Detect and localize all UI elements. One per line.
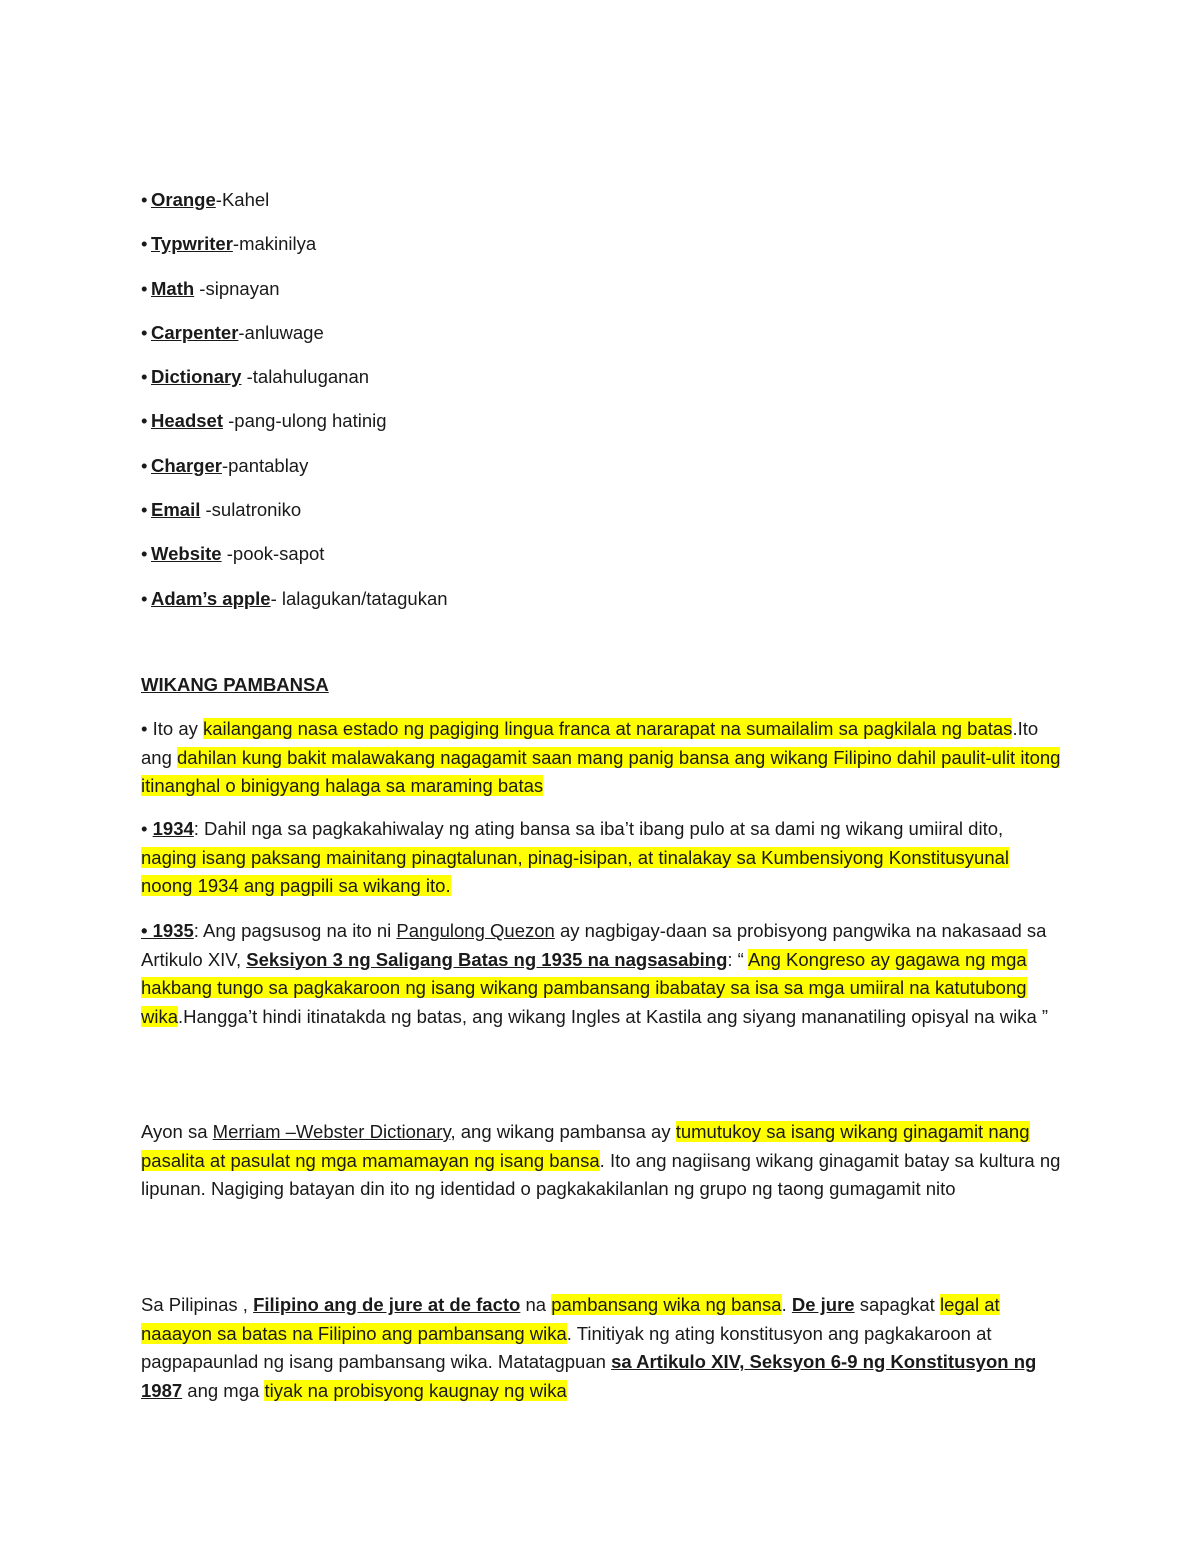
translation-list — [141, 186, 448, 629]
highlighted-text: pambansang wika ng bansa — [551, 1294, 782, 1315]
list-item — [141, 407, 448, 451]
term-english: Orange — [151, 189, 216, 210]
bullet-icon: • — [141, 454, 148, 476]
highlighted-text: dahilan kung bakit malawakang nagagamit saan mang panig bansa ang wikang Filipino dahil paulit-ulit itong itinanghal o binigyang halaga sa maraming batas — [141, 746, 1061, 796]
term-filipino: -anluwage — [238, 321, 324, 343]
bullet-icon: • — [141, 587, 148, 609]
paragraph-merriam-webster — [141, 1118, 1061, 1204]
term-english: Typwriter — [151, 233, 233, 255]
text-segment: Sa Pilipinas , — [141, 1294, 254, 1315]
list-item — [141, 585, 448, 629]
section-heading: WIKANG PAMBANSA — [141, 674, 329, 695]
text-segment: .Ito ang — [141, 718, 1039, 768]
text-segment: . — [781, 1294, 792, 1315]
bullet-icon: • — [141, 189, 148, 210]
text-segment: .Hangga’t hindi itinatakda ng batas, ang wikang Ingles at Kastila ang siyang mananatiling opisyal na wika ” — [178, 1005, 1049, 1027]
text-segment: sapagkat — [854, 1294, 940, 1315]
bullet-icon: • — [141, 543, 148, 565]
term-filipino: -makinilya — [232, 233, 317, 255]
text-segment: na — [520, 1294, 552, 1315]
paragraph-de-jure — [141, 1291, 1061, 1405]
dictionary-reference: Merriam –Webster Dictionary — [212, 1121, 451, 1142]
text-segment: Ayon sa — [141, 1121, 213, 1142]
text-segment: ang mga — [182, 1379, 265, 1401]
text-segment: : Dahil nga sa pagkakahiwalay ng ating bansa sa iba’t ibang pulo at sa dami ng wikang umiiral dito, — [193, 818, 1004, 839]
term-filipino: - lalagukan/tatagukan — [270, 587, 448, 609]
term-filipino: -sulatroniko — [200, 499, 302, 521]
text-segment: . Ito ang nagiisang wikang ginagamit batay sa kultura ng lipunan. Nagiging batayan din ito ng identidad o pagkakakilanlan ng grupo ng taong gumagamit nito — [141, 1149, 1061, 1199]
highlighted-text: naging isang paksang mainitang pinagtalunan, pinag-isipan, at tinalakay sa Kumbensiyong Konstitusyunal noong 1934 ang pagpili sa wikang ito. — [141, 846, 1010, 896]
text-segment: : “ — [727, 948, 748, 970]
term-filipino: -Kahel — [215, 189, 270, 210]
list-item — [141, 186, 448, 230]
list-item — [141, 452, 448, 496]
list-item — [141, 275, 448, 319]
term-filipino: -pantablay — [221, 454, 309, 476]
year-label: • 1935 — [141, 920, 194, 941]
paragraph-1934 — [141, 815, 1061, 901]
bullet-icon: • — [141, 233, 148, 255]
term-english: Dictionary — [151, 366, 242, 388]
list-item — [141, 363, 448, 407]
term-english: Adam’s apple — [151, 587, 271, 609]
paragraph-1935 — [141, 917, 1061, 1031]
text-segment: ay nagbigay-daan sa probisyong pangwika na nakasaad sa Artikulo XIV, — [141, 920, 1047, 970]
list-item — [141, 319, 448, 363]
list-item — [141, 540, 448, 584]
bullet-icon: • — [141, 410, 148, 432]
paragraph-lingua-franca — [141, 715, 1061, 801]
text-segment: : Ang pagsusog na ito ni — [193, 920, 397, 941]
law-reference: Seksiyon 3 ng Saligang Batas ng 1935 na nagsasabing — [246, 948, 728, 970]
person-name: Pangulong Quezon — [396, 920, 555, 941]
list-item — [141, 496, 448, 540]
term-english: Headset — [151, 410, 223, 432]
term-filipino: -sipnayan — [194, 277, 280, 299]
bullet-icon: • — [141, 499, 148, 521]
highlighted-text: legal at naaayon sa batas na Filipino ang pambansang wika — [141, 1294, 1000, 1344]
term-filipino: -pook-sapot — [221, 543, 325, 565]
term-filipino: -pang-ulong hatinig — [222, 410, 387, 432]
text-segment: , ang wikang pambansa ay — [450, 1121, 676, 1142]
term-filipino: -talahuluganan — [241, 366, 370, 388]
list-item — [141, 230, 448, 274]
term-english: Math — [151, 277, 195, 299]
term-english: Email — [151, 499, 201, 521]
highlighted-text: Ang Kongreso ay gagawa ng mga hakbang tungo sa pagkakaroon ng isang wikang pambansang ibabatay sa isa sa mga umiiral na katutubong wika — [141, 948, 1027, 1027]
bold-underlined-text: De jure — [791, 1294, 855, 1315]
bullet-icon: • — [141, 321, 148, 343]
term-english: Charger — [151, 454, 222, 476]
term-english: Carpenter — [151, 321, 239, 343]
text-segment: • Ito ay — [141, 718, 204, 739]
highlighted-text: kailangang nasa estado ng pagiging lingua franca at nararapat na sumailalim sa pagkilala ng batas — [203, 718, 1013, 739]
law-reference: sa Artikulo XIV, Seksyon 6-9 ng Konstitusyon ng 1987 — [141, 1351, 1037, 1401]
bold-underlined-text: Filipino ang de jure at de facto — [253, 1294, 521, 1315]
highlighted-text: tiyak na probisyong kaugnay ng wika — [264, 1379, 567, 1401]
bullet-icon: • — [141, 366, 148, 388]
bullet-icon: • — [141, 277, 148, 299]
term-english: Website — [151, 543, 222, 565]
text-segment: • — [141, 818, 153, 839]
year-label: 1934 — [152, 818, 194, 839]
highlighted-text: tumutukoy sa isang wikang ginagamit nang pasalita at pasulat ng mga mamamayan ng isang bansa — [141, 1121, 1030, 1171]
text-segment: . Tinitiyak ng ating konstitusyon ang pagkakaroon at pagpapaunlad ng isang pambansang wika. Matatagpuan — [141, 1322, 992, 1372]
